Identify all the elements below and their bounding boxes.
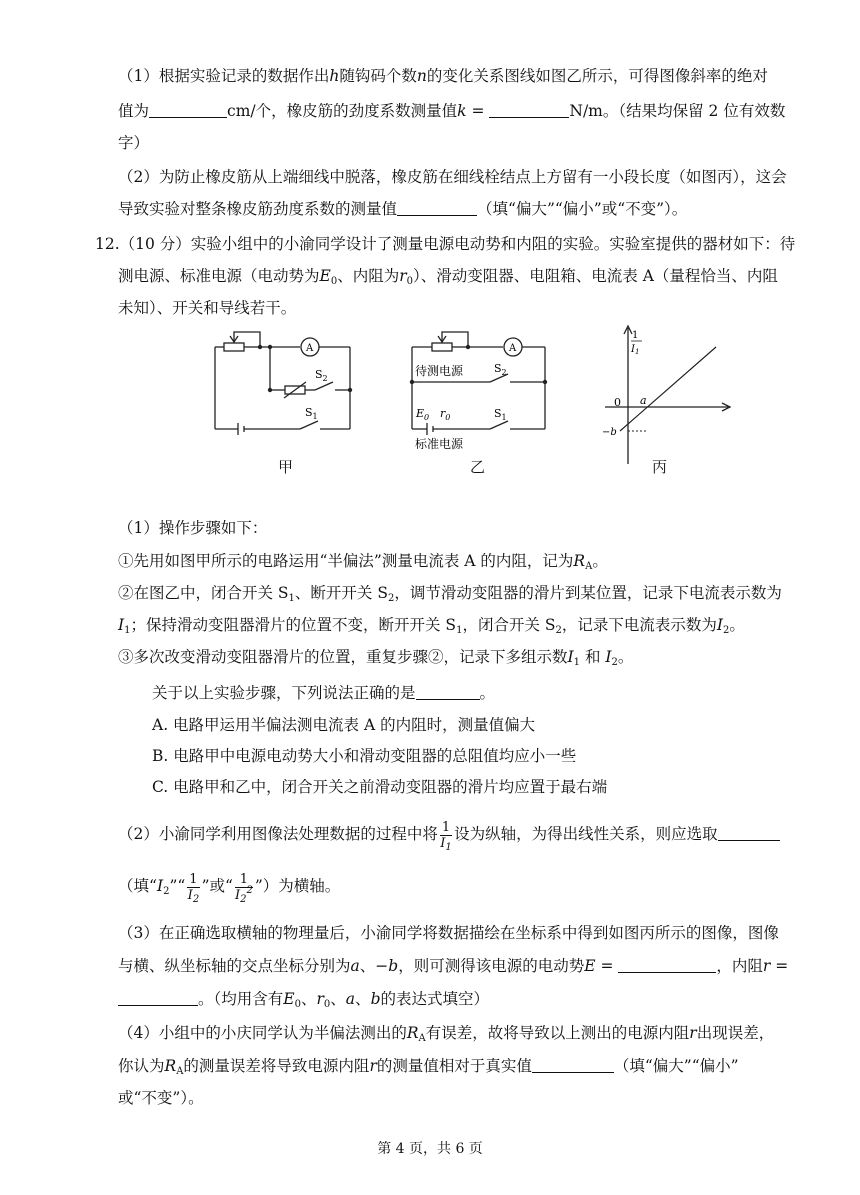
answer-blank[interactable] [718,824,780,841]
correct-question: 关于以上实验步骤，下列说法正确的是 。 [152,684,496,702]
p3-line2: 与横、纵坐标轴的交点坐标分别为a、−b，则可测得该电源的电动势E = ，内阻r = [118,957,789,975]
step2-line2: $I_1$；保持滑动变阻器滑片的位置不变，断开开关 $S_1$，闭合开关 $S_2$，记录下电流表示数为$I_2$。 [118,616,745,636]
switch-label: $S_2$ [494,362,507,377]
p4-line2: 你认为$R_A$的测量误差将导致电源内阻r的测量值相对于真实值 （填“偏大”“偏小” [118,1057,739,1077]
circuit-jia [215,332,350,435]
q11-part1-line3: 字） [118,134,150,152]
source-std-label: 标准电源 [415,437,464,451]
graph-origin: 0 [614,396,621,409]
r0-label: $r_0$ [440,407,451,422]
answer-blank[interactable] [489,101,569,118]
option-c[interactable]: C. 电路甲和乙中，闭合开关之前滑动变阻器的滑片均应置于最右端 [152,778,608,796]
answer-blank[interactable] [118,989,198,1006]
q12-intro-line1: 12.（10 分）实验小组中的小渝同学设计了测量电源电动势和内阻的实验。实验室提供的器材如下：待 [95,235,796,253]
fraction-1-over-i2: $\frac{1}{I_2}$ [187,871,200,905]
graph-y-den: $I_1$ [631,344,640,356]
graph-y-num: 1 [632,330,639,341]
fraction-1-over-i1: $\frac{1}{I_1}$ [440,819,452,853]
ammeter-label: A [306,343,314,354]
answer-blank[interactable] [149,101,227,118]
q11-part2-line2: 导致实验对整条橡皮筋劲度系数的测量值 （填“偏大”“偏小”或“不变”）。 [118,200,688,218]
answer-blank[interactable] [618,956,716,973]
step3: ③多次改变滑动变阻器滑片的位置，重复步骤②，记录下多组示数$I_1$ 和 $I_2$。 [118,648,634,668]
graph-a: a [640,394,647,407]
page-footer: 第 4 页，共 6 页 [377,1141,483,1157]
graph-bing [605,326,730,464]
fig-caption-jia: 甲 [278,458,294,476]
source-test-label: 待测电源 [415,364,464,378]
circuit-yi [412,332,545,435]
p4-line3: 或“不变”）。 [118,1089,204,1107]
option-b[interactable]: B. 电路甲中电源电动势大小和滑动变阻器的总阻值均应小一些 [152,747,577,765]
fraction-1-over-i2-squared: $\frac{1}{I_2^2}$ [234,871,253,905]
p4-line1: （4）小组中的小庆同学认为半偏法测出的$R_A$有误差，故将导致以上测出的电源内阻r出现误差， [118,1024,775,1044]
e0-label: $E_0$ [416,407,430,422]
q11-part1-line1: （1）根据实验记录的数据作出h随钩码个数n的变化关系图线如图乙所示，可得图像斜率的绝对 [118,67,768,85]
fig-caption-bing: 丙 [652,458,668,476]
p1-title: （1）操作步骤如下： [118,519,268,537]
fig-caption-yi: 乙 [470,458,486,476]
switch-label: $S_1$ [305,406,318,421]
answer-blank[interactable] [416,683,480,700]
p3-line1: （3）在正确选取横轴的物理量后，小渝同学将数据描绘在坐标系中得到如图丙所示的图像，图像 [118,924,779,942]
answer-blank[interactable] [532,1056,614,1073]
answer-blank[interactable] [397,199,477,216]
step1: ①先用如图甲所示的电路运用“半偏法”测量电流表 A 的内阻，记为$R_A$。 [118,552,608,572]
step2-line1: ②在图乙中，闭合开关 $S_1$、断开开关 $S_2$，调节滑动变阻器的滑片到某位置，记录下电流表示数为 [118,584,782,604]
p3-line3: 。（均用含有$E_0$、$r_0$、a、b的表达式填空） [118,989,489,1009]
ammeter-label: A [509,343,517,354]
q12-intro-line2: 测电源、标准电源（电动势为$E_0$、内阻为$r_0$）、滑动变阻器、电阻箱、电流表 A（量程恰当、内阻 [118,267,778,287]
switch-label: $S_1$ [494,407,507,422]
q11-part2-line1: （2）为防止橡皮筋从上端细线中脱落，橡皮筋在细线栓结点上方留有一小段长度（如图丙），这会 [118,168,787,186]
q11-part1-line2: 值为 cm/个，橡皮筋的劲度系数测量值k = N/m。（结果均保留 2 位有效数 [118,102,786,120]
circuit-figures [200,324,740,474]
q12-intro-line3: 未知）、开关和导线若干。 [118,299,297,317]
option-a[interactable]: A. 电路甲运用半偏法测电流表 A 的内阻时，测量值偏大 [152,716,536,734]
switch-label: $S_2$ [315,368,328,383]
p2-line2: （填“$I_2”“$ $\frac{1}{I_2}$ ”或“ $\frac{1}{I_2^2}$ ”）为横轴。 [118,871,341,905]
graph-neg-b: −b [602,427,617,438]
p2-line1: （2）小渝同学利用图像法处理数据的过程中将 $\frac{1}{I_1}$ 设为纵轴，为得出线性关系，则应选取 [118,814,780,854]
